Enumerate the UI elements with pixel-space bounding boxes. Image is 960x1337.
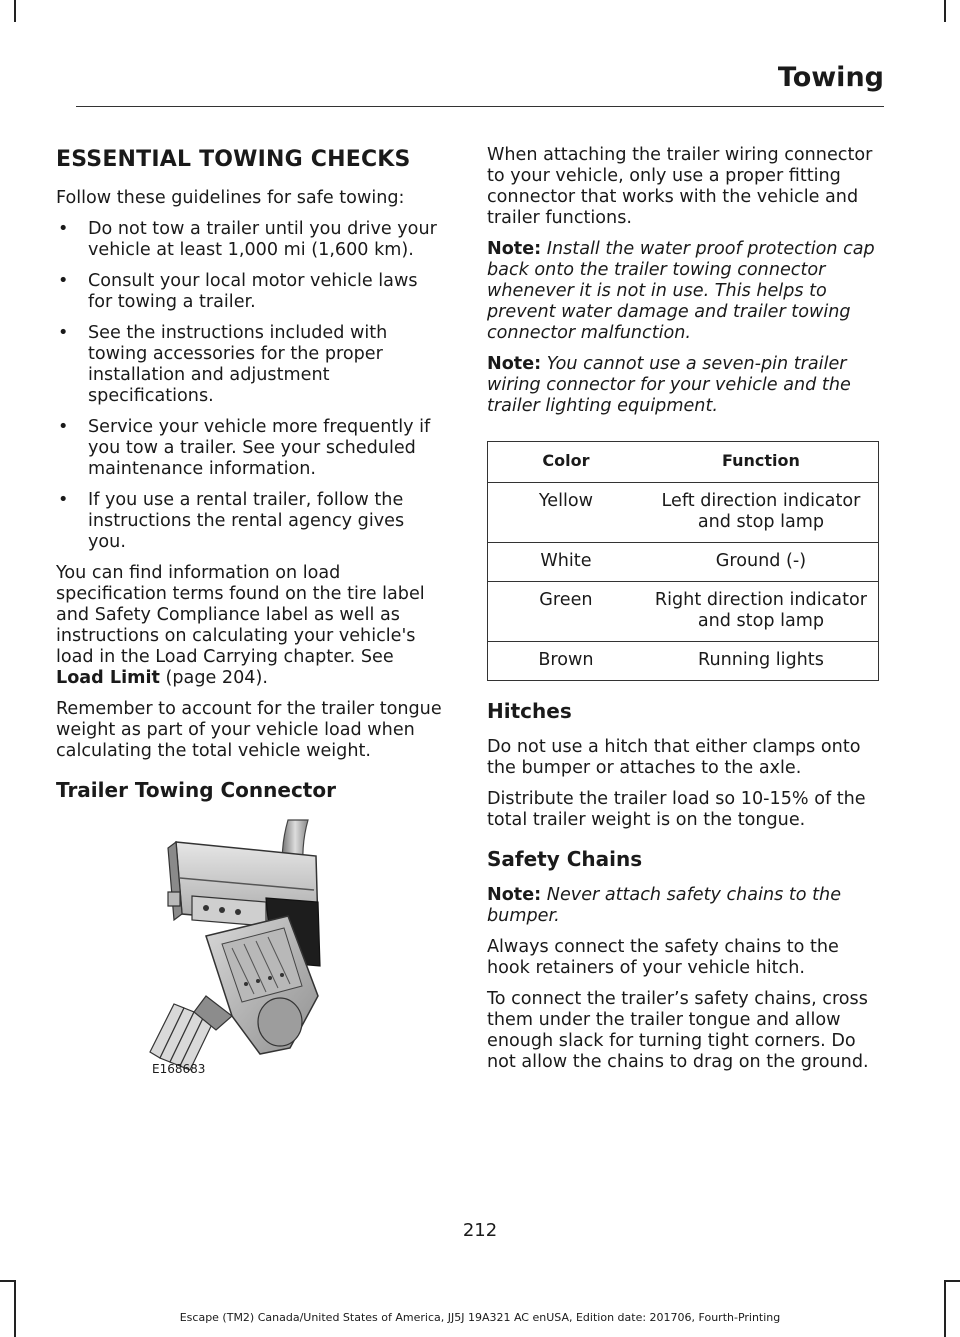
tongue-weight-paragraph: Remember to account for the trailer tongue weight as part of your vehicle load when calculating the total vehicle weight.: [56, 699, 442, 761]
load-page-ref: (page 204).: [165, 668, 268, 688]
load-info-paragraph: [56, 563, 446, 689]
list-item: • Consult your local motor vehicle laws for towing a trailer.: [56, 271, 446, 313]
trailer-connector-illustration: [56, 816, 446, 1086]
intro-paragraph: Follow these guidelines for safe towing:: [56, 188, 405, 208]
table-header-color: Color: [488, 442, 644, 483]
table-cell-function: Ground (-): [644, 543, 879, 582]
left-column: [56, 145, 446, 1086]
list-item: • Do not tow a trailer until you drive your vehicle at least 1,000 mi (1,600 km).: [56, 219, 446, 261]
note-bumper: [487, 885, 879, 927]
right-column: [487, 145, 879, 1083]
note-label: Note:: [487, 239, 542, 259]
table-cell-function: Right direction indicator and stop lamp: [644, 582, 879, 642]
note-text: Install the water proof protection cap back onto the trailer towing connector whenever it is not in use. This helps to prevent water damage and trailer towing connector malfunction.: [487, 239, 875, 343]
footer-edition-text: Escape (TM2) Canada/United States of America, JJ5J 19A321 AC enUSA, Edition date: 201706, Fourth-Printing: [179, 1311, 781, 1324]
crop-mark-bottom-right-h: [944, 1280, 960, 1282]
note-label: Note:: [487, 885, 542, 905]
note-seven-pin: [487, 354, 879, 417]
trailer-connector-figure: [56, 816, 446, 1086]
chains-paragraph-2: To connect the trailer’s safety chains, cross them under the trailer tongue and allow enough slack for turning tight corners. Do not allow the chains to drag on the ground.: [487, 989, 869, 1072]
crop-mark-bottom-right-v: [944, 1280, 946, 1337]
table-row: [488, 483, 879, 543]
crop-mark-bottom-left-v: [14, 1280, 16, 1337]
wiring-function-table: [487, 441, 879, 681]
header-rule: [76, 106, 884, 107]
table-cell-color: Yellow: [488, 483, 644, 543]
page-number: 212: [462, 1220, 498, 1241]
hitches-paragraph-2: Distribute the trailer load so 10-15% of the total trailer weight is on the tongue.: [487, 789, 866, 830]
hitches-heading: Hitches: [487, 699, 572, 723]
note-text: Never attach safety chains to the bumper.: [487, 885, 842, 926]
table-cell-function: Running lights: [644, 642, 879, 681]
table-row: [488, 642, 879, 681]
list-item: • Service your vehicle more frequently if you tow a trailer. See your scheduled maintenance information.: [56, 417, 446, 480]
section-heading: ESSENTIAL TOWING CHECKS: [56, 147, 411, 172]
note-waterproof: [487, 239, 879, 344]
table-row: [488, 543, 879, 582]
list-item: • See the instructions included with towing accessories for the proper installation and adjustment specifications.: [56, 323, 446, 407]
note-label: Note:: [487, 354, 542, 374]
guidelines-list: [56, 219, 446, 553]
connector-intro: When attaching the trailer wiring connector to your vehicle, only use a proper fitting connector that works with the vehicle and trailer functions.: [487, 145, 873, 228]
hitches-paragraph-1: Do not use a hitch that either clamps onto the bumper or attaches to the axle.: [487, 737, 861, 778]
note-text: You cannot use a seven-pin trailer wiring connector for your vehicle and the trailer lighting equipment.: [487, 354, 851, 416]
safety-chains-heading: Safety Chains: [487, 847, 643, 871]
chains-paragraph-1: Always connect the safety chains to the hook retainers of your vehicle hitch.: [487, 937, 839, 978]
load-limit-link[interactable]: Load Limit: [56, 668, 160, 688]
list-item: • If you use a rental trailer, follow the instructions the rental agency gives you.: [56, 490, 446, 553]
table-row: [488, 582, 879, 642]
page-header-title: Towing: [777, 62, 884, 93]
crop-mark-top-left-v: [14, 0, 16, 22]
table-cell-color: Green: [488, 582, 644, 642]
load-info-text: You can find information on load specification terms found on the tire label and Safety Compliance label as well as instructions on calculating your vehicle's load in the Load Carrying chapter. See: [56, 563, 425, 667]
figure-code: E168683: [152, 1062, 206, 1076]
table-header-function: Function: [644, 442, 879, 483]
table-header-row: [488, 442, 879, 483]
table-cell-color: Brown: [488, 642, 644, 681]
connector-subheading: Trailer Towing Connector: [56, 778, 336, 802]
table-cell-color: White: [488, 543, 644, 582]
crop-mark-top-right-v: [944, 0, 946, 22]
table-cell-function: Left direction indicator and stop lamp: [644, 483, 879, 543]
